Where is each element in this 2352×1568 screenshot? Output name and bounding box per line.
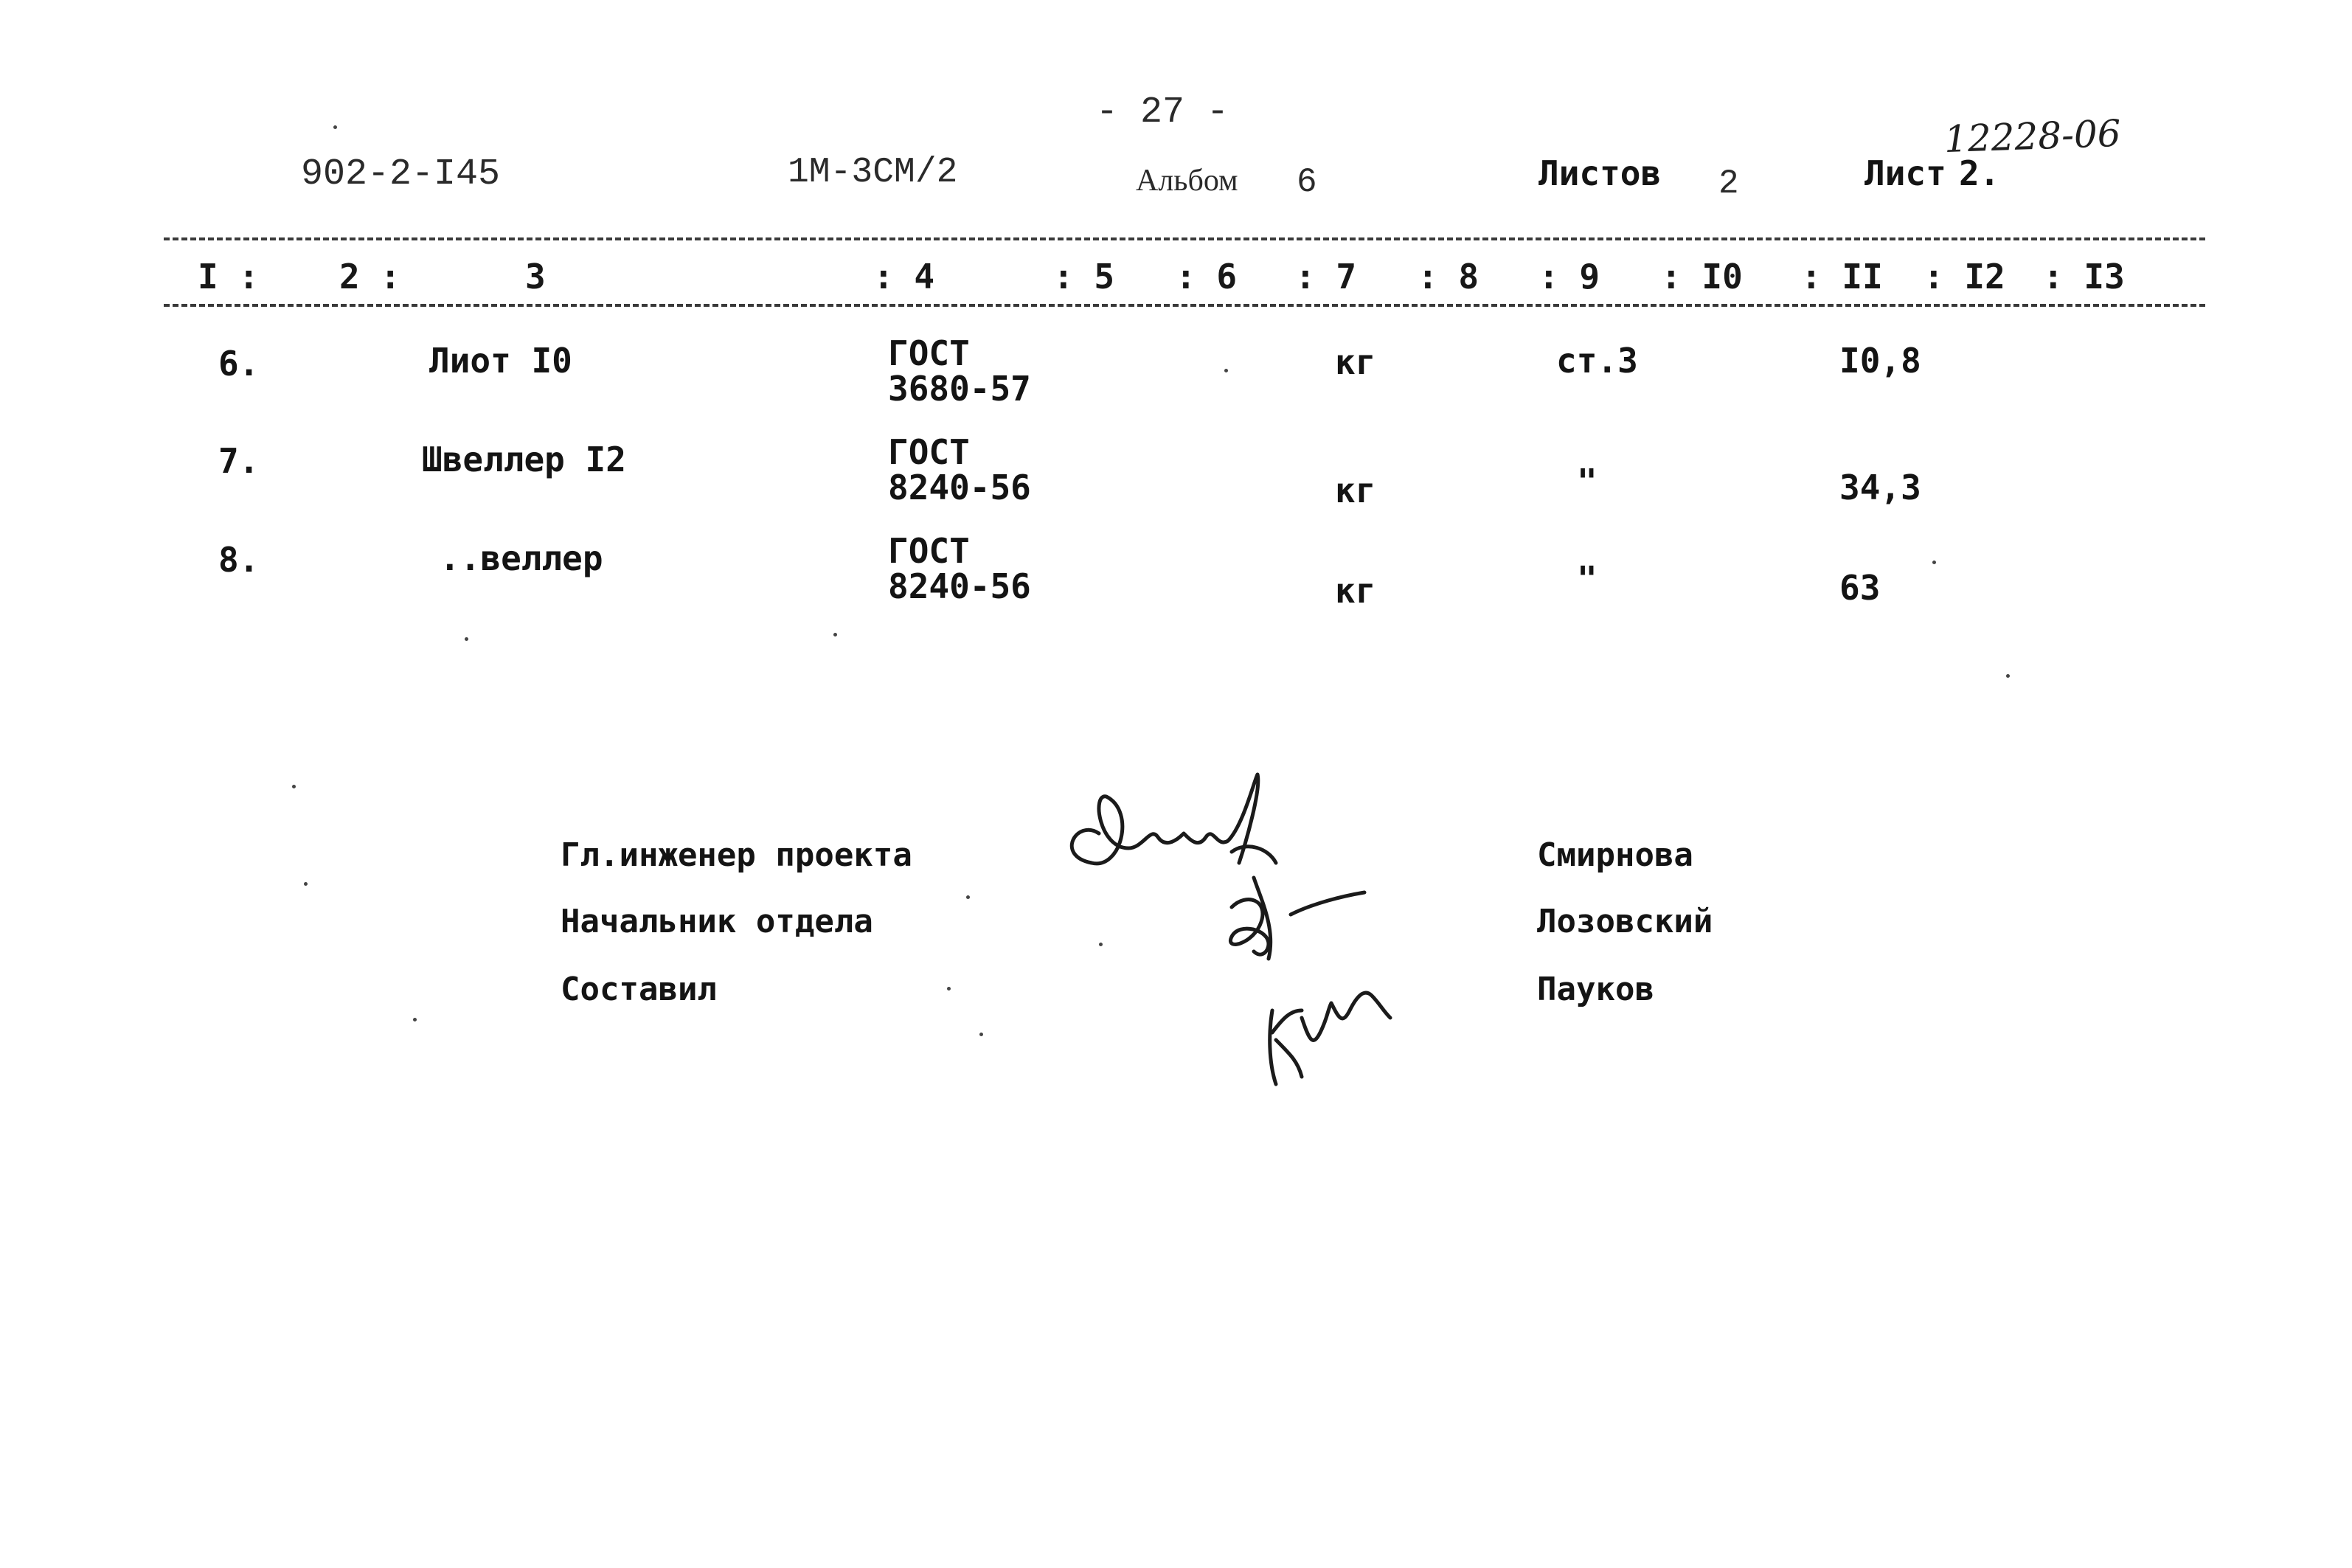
column-number-5: : 5 — [1053, 257, 1115, 296]
scan-speck — [833, 633, 837, 636]
gost-label: ГОСТ — [888, 333, 970, 373]
column-number-4: : 4 — [873, 257, 935, 296]
project-code: 902-2-I45 — [301, 153, 501, 195]
table-header-rule — [164, 304, 2205, 307]
role-department-head: Начальник отдела — [561, 903, 873, 940]
column-number-10: : I0 — [1661, 257, 1743, 296]
name-lozovsky: Лозовский — [1537, 903, 1713, 940]
drawing-code: 1M-3CM/2 — [788, 153, 958, 192]
quantity: 34,3 — [1839, 468, 1921, 507]
table-top-rule — [164, 237, 2205, 240]
column-number-11: : II — [1801, 257, 1883, 296]
handwritten-number: 12228-06 — [1943, 111, 2122, 162]
unit: кг — [1335, 571, 1376, 611]
column-number-8: : 8 — [1418, 257, 1479, 296]
unit: кг — [1335, 471, 1376, 510]
item-name: ..веллер — [440, 538, 603, 578]
sheet-label: Лист — [1864, 153, 1946, 193]
gost-number: 3680-57 — [888, 369, 1031, 409]
scan-speck — [966, 895, 970, 899]
sheet-number: 2. — [1959, 153, 2000, 193]
column-number-9: : 9 — [1538, 257, 1600, 296]
gost-label: ГОСТ — [888, 432, 970, 472]
album-label: Альбом — [1136, 164, 1238, 198]
gost-label: ГОСТ — [888, 531, 970, 571]
column-number-7: : 7 — [1295, 257, 1357, 296]
unit: кг — [1335, 342, 1376, 382]
row-number: 8. — [218, 540, 260, 580]
item-name: Швеллер I2 — [422, 440, 626, 479]
column-number-12: : I2 — [1923, 257, 2005, 296]
scan-speck — [1932, 561, 1936, 564]
album-number: 6 — [1297, 163, 1317, 201]
scan-speck — [979, 1033, 983, 1036]
scan-speck — [413, 1018, 417, 1021]
material: " — [1577, 462, 1598, 502]
column-number-3: 3 — [525, 257, 546, 296]
scan-speck — [304, 882, 308, 886]
column-number-1: I : — [198, 257, 260, 296]
gost-number: 8240-56 — [888, 566, 1031, 606]
scan-speck — [1099, 943, 1103, 946]
scan-speck — [333, 125, 337, 129]
scan-speck — [947, 987, 951, 991]
sheets-label: Листов — [1538, 153, 1662, 193]
row-number: 6. — [218, 344, 260, 384]
row-number: 7. — [218, 441, 260, 481]
scan-speck — [465, 637, 468, 641]
scan-speck — [292, 785, 296, 788]
scan-speck — [1224, 369, 1228, 372]
quantity: I0,8 — [1839, 341, 1921, 381]
gost-number: 8240-56 — [888, 468, 1031, 507]
name-smirnova: Смирнова — [1537, 836, 1693, 874]
quantity: 63 — [1839, 568, 1881, 608]
role-compiled-by: Составил — [561, 971, 717, 1008]
handwritten-signatures — [1047, 767, 1460, 1106]
page-number: - 27 - — [1096, 91, 1229, 133]
column-number-2: 2 : — [339, 257, 401, 296]
column-number-6: : 6 — [1176, 257, 1238, 296]
sheets-count: 2 — [1718, 164, 1739, 203]
material: ст.3 — [1556, 341, 1638, 381]
item-name: Лиот I0 — [429, 341, 572, 381]
column-number-13: : I3 — [2043, 257, 2125, 296]
material: " — [1577, 559, 1598, 599]
role-chief-engineer: Гл.инженер проекта — [561, 836, 912, 874]
scan-speck — [2006, 674, 2010, 678]
name-paukov: Пауков — [1537, 971, 1654, 1008]
